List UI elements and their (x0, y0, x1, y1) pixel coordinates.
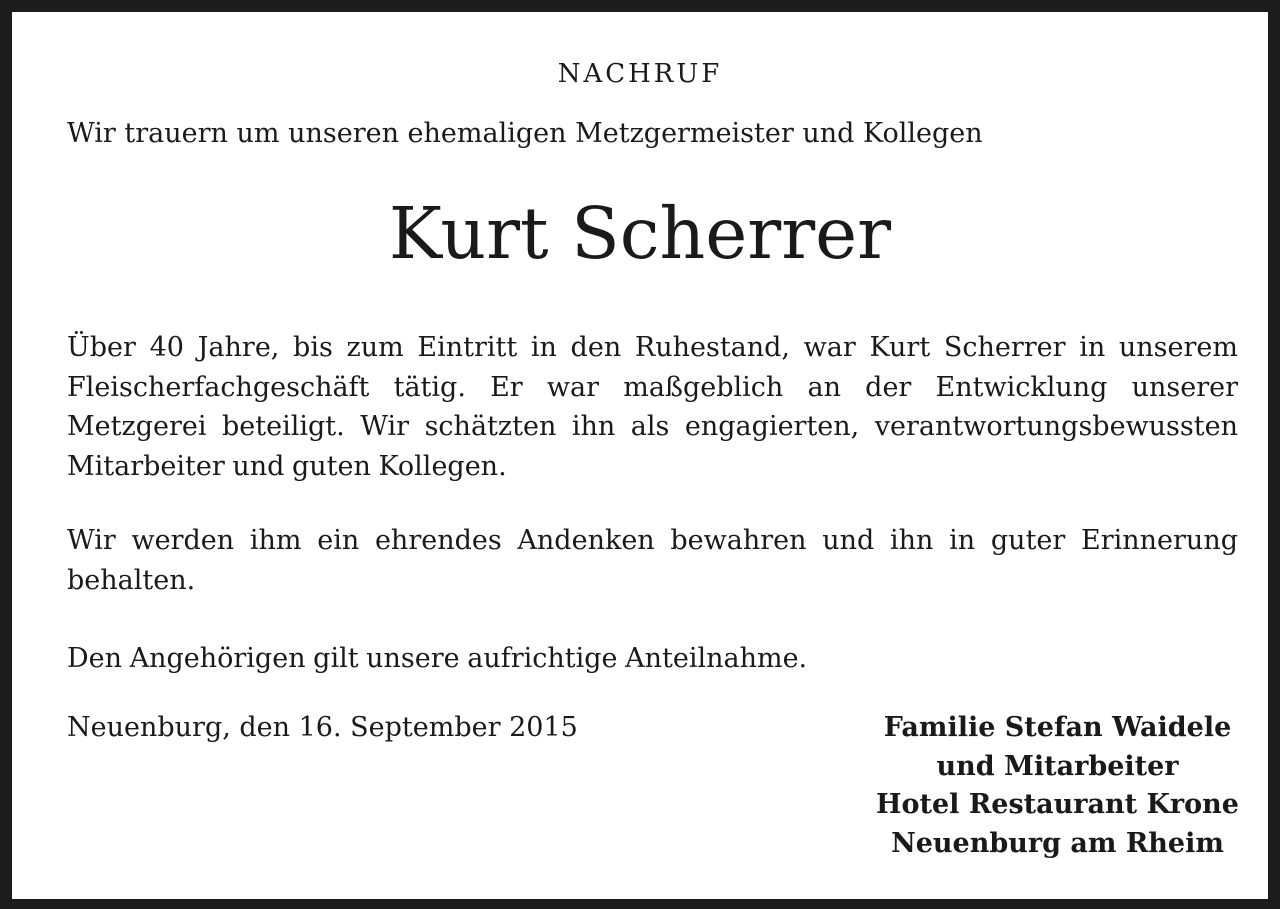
signature-line: Familie Stefan Waidele (883, 712, 1232, 743)
notice-heading: NACHRUF (557, 59, 723, 89)
place-and-date: Neuenburg, den 16. September 2015 (67, 712, 578, 743)
paragraph-career: Über 40 Jahre, bis zum Eintritt in den Ruhestand, war Kurt Scherrer in unserem Fleischerfachgeschäft tätig. Er war maßgeblich an der Entwicklung unserer Metzgerei beteiligt. Wir schätzten ihn als engagierten, verantwortungsbewussten Mitarbeiter und guten Kollegen. (67, 332, 1238, 482)
intro-line: Wir trauern um unseren ehemaligen Metzgermeister und Kollegen (67, 118, 983, 149)
signature-line: Neuenburg am Rheim (891, 827, 1224, 859)
deceased-name: Kurt Scherrer (388, 192, 892, 275)
paragraph-condolence: Den Angehörigen gilt unsere aufrichtige Anteilnahme. (67, 643, 808, 674)
signature-block (860, 709, 1255, 863)
paragraph-remembrance: Wir werden ihm ein ehrendes Andenken bewahren und ihn in guter Erinnerung behalten. (67, 525, 1238, 596)
signature-line: Hotel Restaurant Krone (876, 789, 1239, 820)
signature-line: und Mitarbeiter (936, 750, 1179, 782)
